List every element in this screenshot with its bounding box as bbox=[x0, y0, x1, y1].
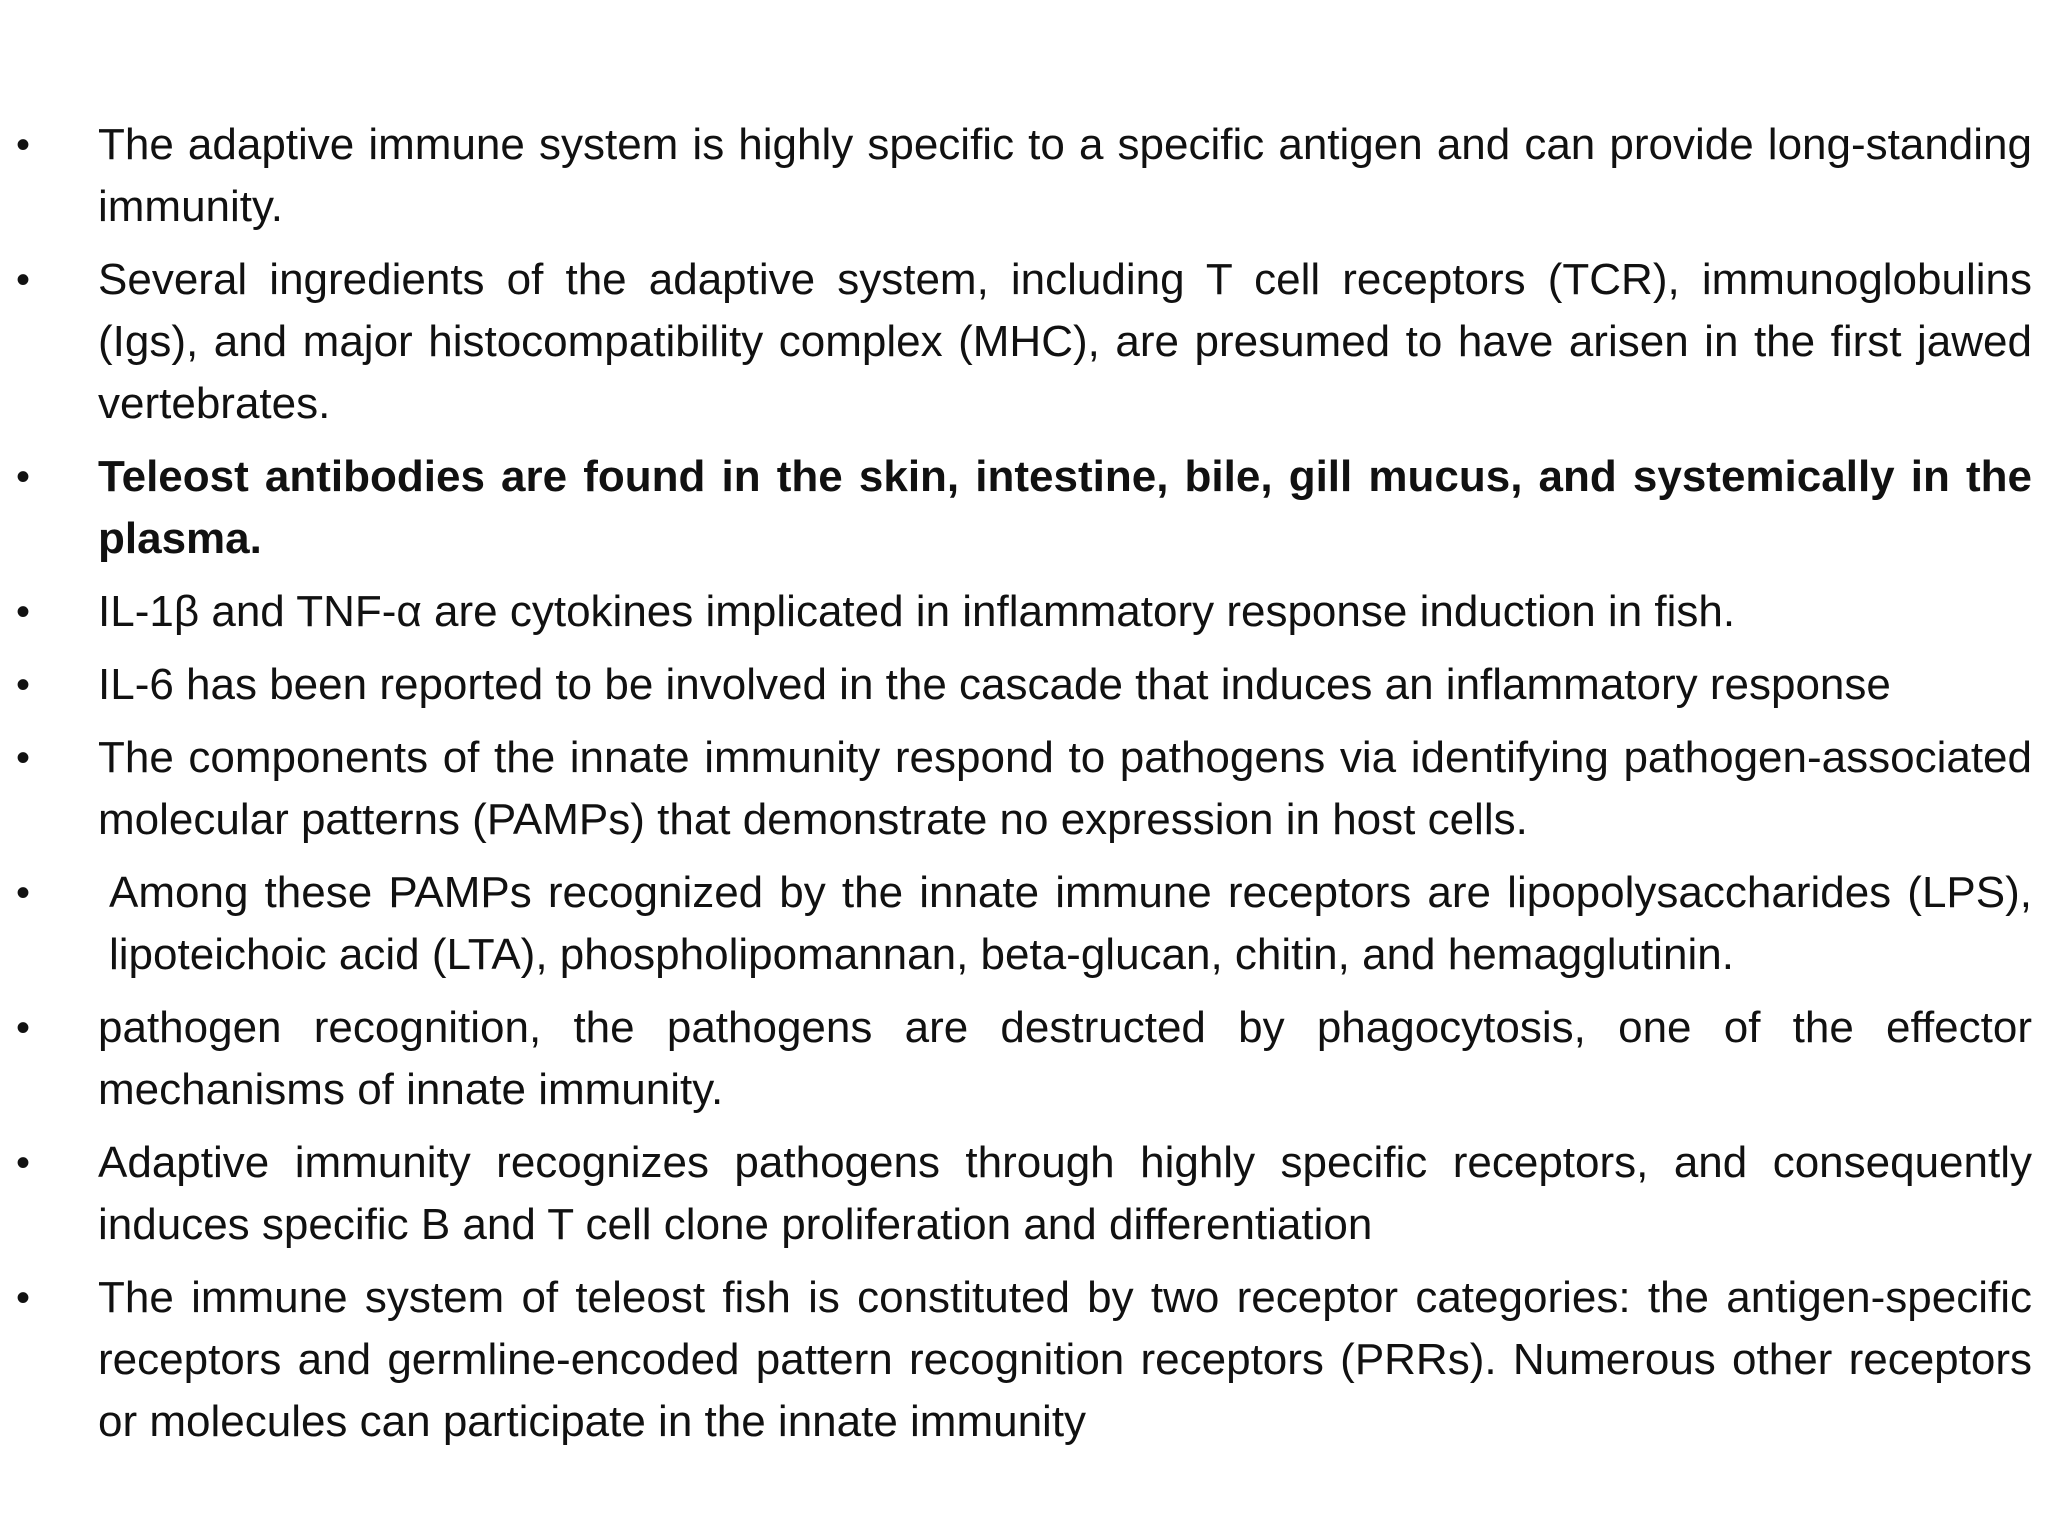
bullet-text: Adaptive immunity recognizes pathogens through highly specific receptors, and consequently induces specific B and T cell clone proliferation and differentiation bbox=[98, 1138, 2032, 1249]
bullet-text-bold: Teleost antibodies are found in the skin, intestine, bile, gill mucus, and systemically in the plasma. bbox=[98, 452, 2032, 563]
bullet-icon: • bbox=[16, 663, 31, 707]
bullet-text: The components of the innate immunity respond to pathogens via identifying pathogen-associated molecular patterns (PAMPs) that demonstrate no expression in host cells. bbox=[98, 733, 2032, 844]
list-item bbox=[16, 1132, 2032, 1256]
list-item bbox=[16, 581, 2032, 643]
list-item bbox=[16, 997, 2032, 1121]
bullet-text: The adaptive immune system is highly specific to a specific antigen and can provide long-standing immunity. bbox=[98, 120, 2032, 231]
bullet-icon: • bbox=[16, 455, 31, 499]
list-item bbox=[16, 727, 2032, 851]
list-item bbox=[16, 114, 2032, 238]
bullet-icon: • bbox=[16, 871, 31, 915]
bullet-list bbox=[16, 114, 2032, 1464]
bullet-icon: • bbox=[16, 590, 31, 634]
bullet-icon: • bbox=[16, 736, 31, 780]
bullet-text: IL-6 has been reported to be involved in the cascade that induces an inflammatory response bbox=[98, 660, 1891, 709]
bullet-icon: • bbox=[16, 1141, 31, 1185]
list-item bbox=[16, 654, 2032, 716]
bullet-text: IL-1β and TNF-α are cytokines implicated in inflammatory response induction in fish. bbox=[98, 587, 1736, 636]
bullet-text: Among these PAMPs recognized by the innate immune receptors are lipopolysaccharides (LPS), lipoteichoic acid (LTA), phospholipomannan, beta-glucan, chitin, and hemagglutinin. bbox=[109, 868, 2032, 979]
bullet-text: Several ingredients of the adaptive system, including T cell receptors (TCR), immunoglobulins (Igs), and major histocompatibility complex (MHC), are presumed to have arisen in the first jawed vertebrates. bbox=[98, 255, 2032, 428]
list-item bbox=[16, 446, 2032, 570]
bullet-icon: • bbox=[16, 123, 31, 167]
list-item bbox=[16, 1267, 2032, 1453]
bullet-icon: • bbox=[16, 258, 31, 302]
bullet-text: pathogen recognition, the pathogens are destructed by phagocytosis, one of the effector mechanisms of innate immunity. bbox=[98, 1003, 2032, 1114]
list-item bbox=[16, 862, 2032, 986]
list-item bbox=[16, 249, 2032, 435]
bullet-icon: • bbox=[16, 1006, 31, 1050]
bullet-icon: • bbox=[16, 1276, 31, 1320]
bullet-text: The immune system of teleost fish is constituted by two receptor categories: the antigen-specific receptors and germline-encoded pattern recognition receptors (PRRs). Numerous other receptors or molecules can participate in the innate immunity bbox=[98, 1273, 2032, 1446]
